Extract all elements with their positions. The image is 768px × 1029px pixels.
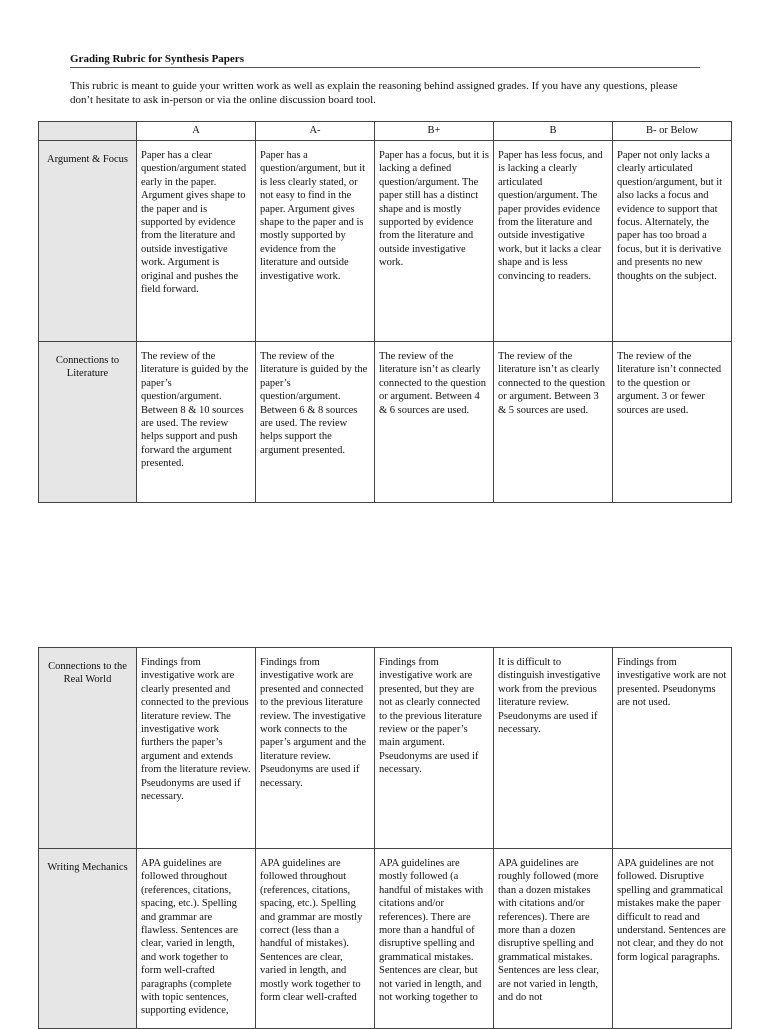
criterion-argument-focus: Argument & Focus	[39, 141, 137, 342]
criterion-writing-mechanics: Writing Mechanics	[39, 849, 137, 1029]
rubric-table-bottom	[38, 647, 732, 1029]
rubric-cell: Findings from investigative work are not presented. Pseudonyms are not used.	[613, 648, 732, 849]
rubric-cell: Paper not only lacks a clearly articulated question/argument, but it also lacks a focus and evidence to support that focus. Alternately, the paper has too broad a focus, but it is derivative and presents no new thoughts on the subject.	[613, 141, 732, 342]
grade-header-b-plus: B+	[375, 122, 494, 141]
rubric-cell: APA guidelines are mostly followed (a handful of mistakes with citations and/or references). There are more than a handful of disruptive spelling and grammatical mistakes. Sentences are clear, but not varied in length, and not working together to	[375, 849, 494, 1029]
rubric-cell: Paper has a focus, but it is lacking a defined question/argument. The paper still has a distinct shape and is mostly supported by evidence from the literature and outside investigative work.	[375, 141, 494, 342]
rubric-cell: APA guidelines are roughly followed (more than a dozen mistakes with citations and/or references). There are more than a dozen disruptive spelling and grammatical mistakes. Sentences are less clear, are not varied in length, and do not	[494, 849, 613, 1029]
rubric-cell: APA guidelines are not followed. Disruptive spelling and grammatical mistakes make the paper difficult to read and understand. Sentences are not clear, and they do not form logical paragraphs.	[613, 849, 732, 1029]
rubric-row-argument-focus	[39, 141, 732, 342]
criterion-connections-literature: Connections to Literature	[39, 342, 137, 503]
intro-paragraph: This rubric is meant to guide your written work as well as explain the reasoning behind assigned grades. If you have any questions, please don’t hesitate to ask in-person or via the online discussion board tool.	[70, 80, 678, 106]
rubric-cell: The review of the literature isn’t connected to the question or argument. 3 or fewer sources are used.	[613, 342, 732, 503]
header-corner	[39, 122, 137, 141]
grade-header-b: B	[494, 122, 613, 141]
rubric-cell: The review of the literature isn’t as clearly connected to the question or argument. Between 4 & 6 sources are used.	[375, 342, 494, 503]
grade-header-b-minus-or-below: B- or Below	[613, 122, 732, 141]
rubric-row-connections-literature	[39, 342, 732, 503]
rubric-cell: APA guidelines are followed throughout (references, citations, spacing, etc.). Spelling and grammar are mostly correct (less than a handful of mistakes). Sentences are clear, varied in length, and mostly work together to form clear well-crafted	[256, 849, 375, 1029]
grade-header-a-minus: A-	[256, 122, 375, 141]
rubric-table-top	[38, 121, 732, 503]
criterion-connections-real-world: Connections to the Real World	[39, 648, 137, 849]
rubric-row-writing-mechanics	[39, 849, 732, 1029]
rubric-cell: Paper has a clear question/argument stated early in the paper. Argument gives shape to the paper and is supported by evidence from the literature and outside investigative work. Argument is original and pushes the field forward.	[137, 141, 256, 342]
rubric-cell: The review of the literature is guided by the paper’s question/argument. Between 8 & 10 sources are used. The review helps support and push forward the argument presented.	[137, 342, 256, 503]
grade-header-a: A	[137, 122, 256, 141]
rubric-cell: The review of the literature isn’t as clearly connected to the question or argument. Between 3 & 5 sources are used.	[494, 342, 613, 503]
rubric-cell: Findings from investigative work are clearly presented and connected to the previous literature review. The investigative work furthers the paper’s argument and extends from the literature review. Pseudonyms are used if necessary.	[137, 648, 256, 849]
grade-header-row	[39, 122, 732, 141]
rubric-cell: Paper has a question/argument, but it is less clearly stated, or not easy to find in the paper. Argument gives shape to the paper and is mostly supported by evidence from the literature and outside investigative work.	[256, 141, 375, 342]
rubric-cell: It is difficult to distinguish investigative work from the previous literature review. Pseudonyms are used if necessary.	[494, 648, 613, 849]
rubric-cell: Paper has less focus, and is lacking a clearly articulated question/argument. The paper provides evidence from the literature and outside investigative work, but it lacks a clear shape and is less convincing to readers.	[494, 141, 613, 342]
rubric-row-connections-real-world	[39, 648, 732, 849]
rubric-cell: APA guidelines are followed throughout (references, citations, spacing, etc.). Spelling and grammar are flawless. Sentences are clear, varied in length, and work together to form well-crafted paragraphs (complete with topic sentences, supporting evidence,	[137, 849, 256, 1029]
rubric-cell: The review of the literature is guided by the paper’s question/argument. Between 6 & 8 sources are used. The review helps support the argument presented.	[256, 342, 375, 503]
document-title: Grading Rubric for Synthesis Papers	[70, 53, 700, 68]
rubric-cell: Findings from investigative work are presented, but they are not as clearly connected to the previous literature review or the paper’s main argument. Pseudonyms are used if necessary.	[375, 648, 494, 849]
rubric-cell: Findings from investigative work are presented and connected to the previous literature review. The investigative work connects to the paper’s argument and the literature review. Pseudonyms are used if necessary.	[256, 648, 375, 849]
